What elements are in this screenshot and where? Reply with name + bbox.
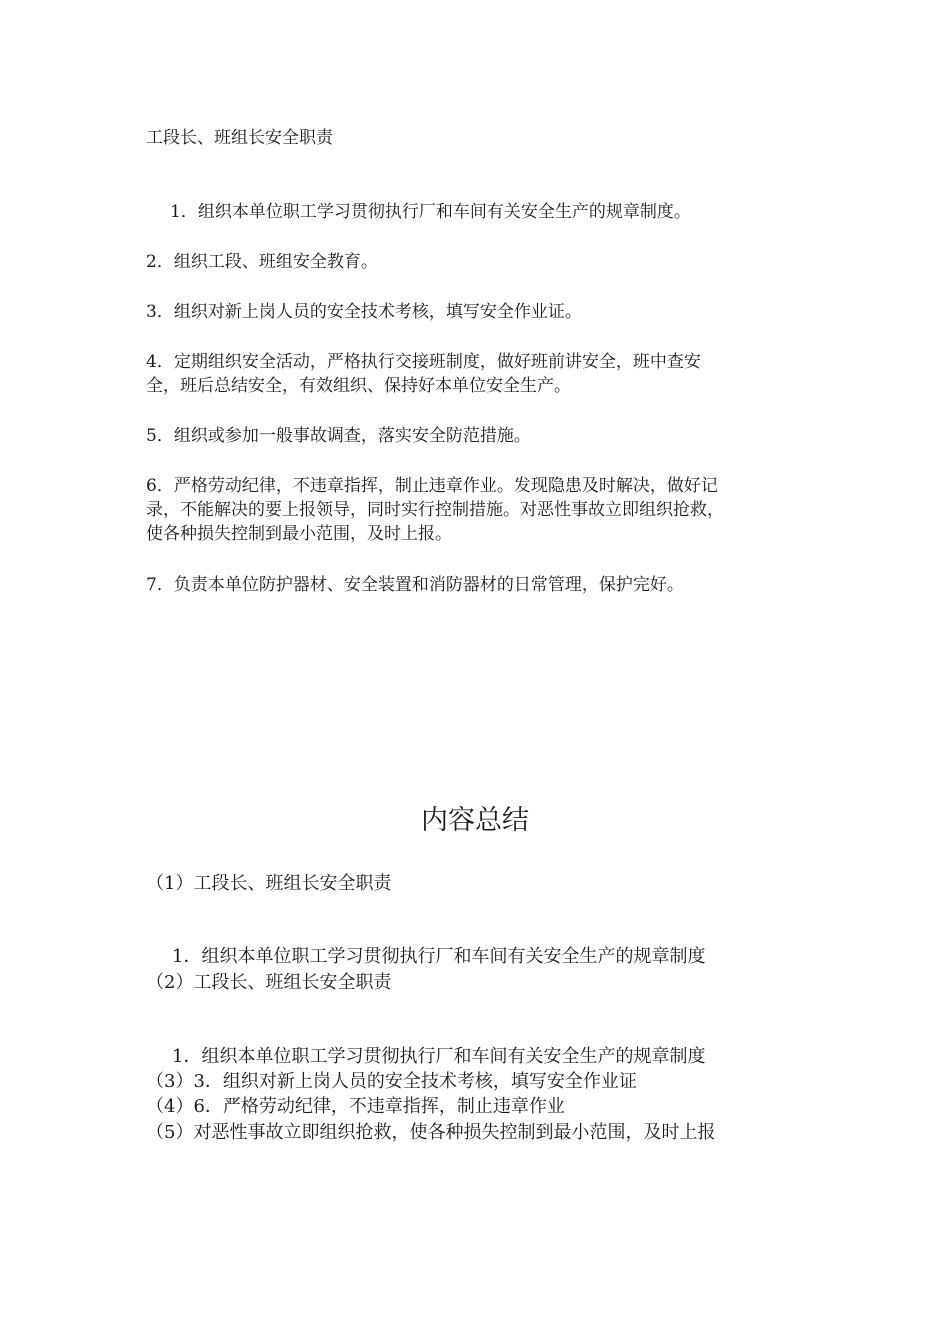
summary-line-3: （2）工段长、班组长安全职责 <box>146 972 392 993</box>
summary-line-7: （5）对恶性事故立即组织抢救，使各种损失控制到最小范围，及时上报 <box>146 1122 716 1143</box>
duty-item-2: 2．组织工段、班组安全教育。 <box>146 252 378 272</box>
duty-item-7: 7．负责本单位防护器材、安全装置和消防器材的日常管理，保护完好。 <box>146 575 684 595</box>
duty-item-3: 3．组织对新上岗人员的安全技术考核，填写安全作业证。 <box>146 302 582 322</box>
document-title: 工段长、班组长安全职责 <box>146 128 333 148</box>
duty-item-6-line-3: 使各种损失控制到最小范围，及时上报。 <box>146 524 452 544</box>
duty-item-6-line-1: 6．严格劳动纪律，不违章指挥，制止违章作业。发现隐患及时解决，做好记 <box>146 476 718 496</box>
summary-heading: 内容总结 <box>421 805 529 836</box>
duty-item-4-line-2: 全，班后总结安全，有效组织、保持好本单位安全生产。 <box>146 376 571 396</box>
duty-item-6-line-2: 录，不能解决的要上报领导，同时实行控制措施。对恶性事故立即组织抢救， <box>146 500 724 520</box>
duty-item-4-line-1: 4．定期组织安全活动，严格执行交接班制度，做好班前讲安全，班中查安 <box>146 352 701 372</box>
summary-line-4: 1．组织本单位职工学习贯彻执行厂和车间有关安全生产的规章制度 <box>172 1046 706 1067</box>
summary-line-2: 1．组织本单位职工学习贯彻执行厂和车间有关安全生产的规章制度 <box>172 946 706 967</box>
summary-line-1: （1）工段长、班组长安全职责 <box>146 873 392 894</box>
duty-item-5: 5．组织或参加一般事故调查，落实安全防范措施。 <box>146 426 531 446</box>
duty-item-1: 1．组织本单位职工学习贯彻执行厂和车间有关安全生产的规章制度。 <box>170 202 691 222</box>
summary-line-5: （3）3．组织对新上岗人员的安全技术考核，填写安全作业证 <box>146 1071 637 1092</box>
summary-line-6: （4）6．严格劳动纪律，不违章指挥，制止违章作业 <box>146 1096 565 1117</box>
